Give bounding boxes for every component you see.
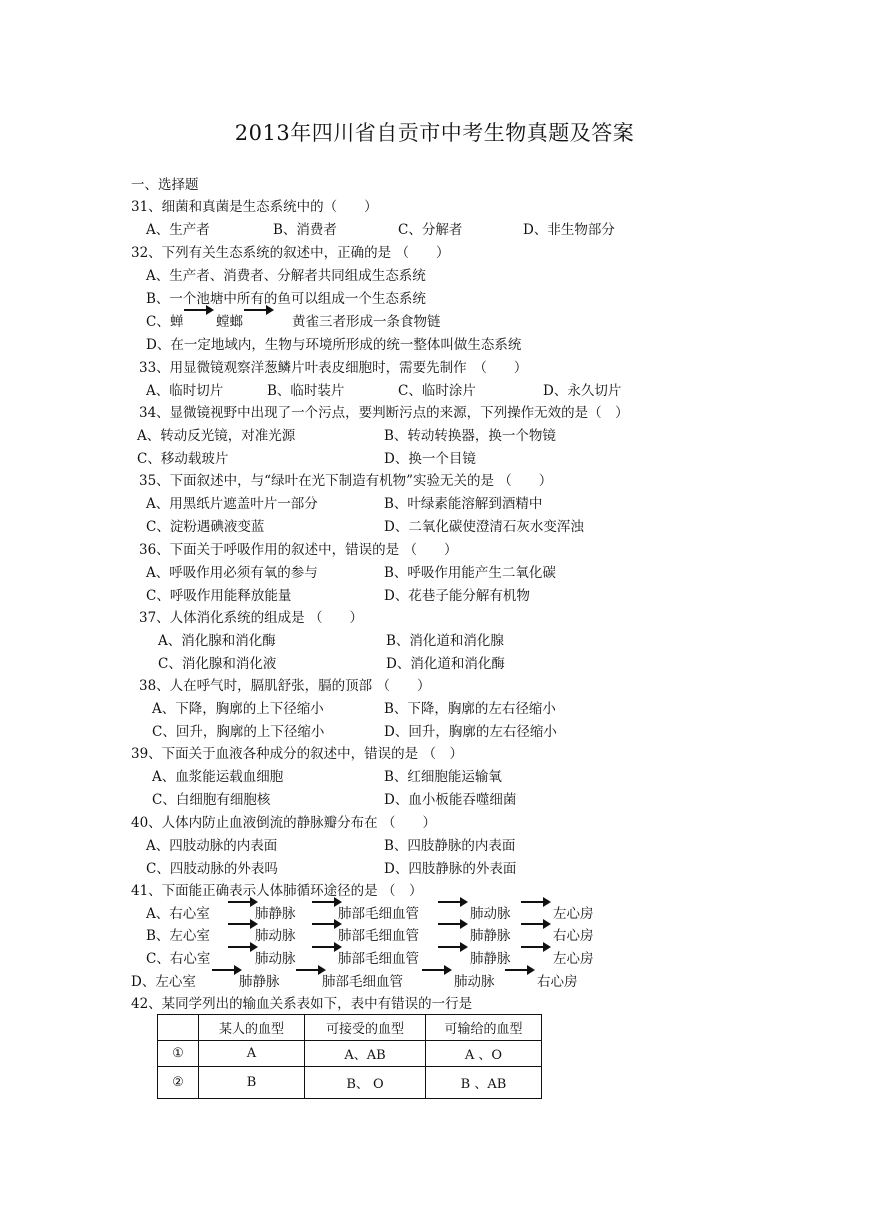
arrow-icon — [212, 965, 242, 975]
q38-option-b: B、下降，胸廓的左右径缩小 — [384, 701, 556, 717]
q35-option-c: C、淀粉遇碘液变蓝 — [146, 519, 265, 535]
arrow-icon — [244, 305, 274, 315]
q40-stem: 40、人体内防止血液倒流的静脉瓣分布在 （ ） — [131, 815, 436, 831]
q37-option-a: A、消化腺和消化酶 — [158, 633, 276, 649]
table-header-cell: 某人的血型 — [199, 1015, 305, 1041]
q31-option-d: D、非生物部分 — [523, 222, 615, 238]
blood-type-table — [157, 1014, 542, 1099]
arrow-icon — [505, 965, 535, 975]
q37-stem: 37、人体消化系统的组成是 （ ） — [139, 610, 363, 626]
q34-option-b: B、转动转换器，换一个物镜 — [384, 428, 556, 444]
q41-c-node-4: 肺静脉 — [470, 951, 511, 967]
table-header-cell — [158, 1015, 199, 1041]
q33-option-a: A、临时切片 — [146, 383, 224, 399]
table-cell: B、 O — [305, 1067, 426, 1099]
q33-option-d: D、永久切片 — [543, 383, 622, 399]
arrow-icon — [521, 897, 551, 907]
q38-option-a: A、下降，胸廓的上下径缩小 — [152, 701, 324, 717]
q41-a-node-4: 肺动脉 — [470, 906, 511, 922]
q41-d-node-2: 肺静脉 — [239, 974, 280, 990]
arrow-icon — [228, 919, 258, 929]
q41-c-node-3: 肺部毛细血管 — [338, 951, 419, 967]
arrow-icon — [422, 965, 452, 975]
q38-option-d: D、回升，胸廓的左右径缩小 — [384, 724, 557, 740]
table-row — [158, 1041, 542, 1067]
q41-d-node-3: 肺部毛细血管 — [322, 974, 403, 990]
q40-option-d: D、四肢静脉的外表面 — [384, 861, 517, 877]
q35-option-b: B、叶绿素能溶解到酒精中 — [384, 496, 543, 512]
section-heading: 一、选择题 — [131, 177, 199, 193]
q36-option-a: A、呼吸作用必须有氧的参与 — [146, 565, 318, 581]
table-cell: ② — [158, 1067, 199, 1099]
q41-b-node-3: 肺部毛细血管 — [338, 928, 419, 944]
q32-option-d: D、在一定地域内，生物与环境所形成的统一整体叫做生态系统 — [146, 337, 522, 353]
q32-option-a: A、生产者、消费者、分解者共同组成生态系统 — [146, 268, 426, 284]
q33-option-c: C、临时涂片 — [398, 383, 476, 399]
q41-a-node-3: 肺部毛细血管 — [338, 906, 419, 922]
q33-stem: 33、用显微镜观察洋葱鳞片叶表皮细胞时，需要先制作 （ ） — [139, 360, 528, 376]
table-cell: A 、O — [426, 1041, 542, 1067]
q39-option-b: B、红细胞能运输氧 — [384, 769, 502, 785]
table-cell: ① — [158, 1041, 199, 1067]
table-cell: B — [199, 1067, 305, 1099]
q36-option-b: B、呼吸作用能产生二氧化碳 — [384, 565, 556, 581]
q32-option-c-part2: 螳螂 — [216, 314, 243, 330]
q37-option-c: C、消化腺和消化液 — [158, 656, 277, 672]
page-title: 2013年四川省自贡市中考生物真题及答案 — [234, 121, 635, 145]
q35-stem: 35、下面叙述中，与“绿叶在光下制造有机物”实验无关的是 （ ） — [139, 473, 553, 489]
q40-option-a: A、四肢动脉的内表面 — [146, 838, 278, 854]
q39-option-d: D、血小板能吞噬细菌 — [384, 792, 517, 808]
q31-option-b: B、消费者 — [273, 222, 337, 238]
table-cell: B 、AB — [426, 1067, 542, 1099]
q35-option-a: A、用黑纸片遮盖叶片一部分 — [146, 496, 318, 512]
q40-option-b: B、四肢静脉的内表面 — [384, 838, 516, 854]
arrow-icon — [521, 919, 551, 929]
q41-b-node-2: 肺动脉 — [255, 928, 296, 944]
table-cell: A、AB — [305, 1041, 426, 1067]
arrow-icon — [184, 305, 214, 315]
table-row — [158, 1067, 542, 1099]
q35-option-d: D、二氧化碳使澄清石灰水变浑浊 — [384, 519, 584, 535]
q41-c-node-5: 左心房 — [553, 951, 594, 967]
q31-option-c: C、分解者 — [398, 222, 463, 238]
q34-stem: 34、显微镜视野中出现了一个污点，要判断污点的来源，下列操作无效的是（ ） — [139, 405, 629, 421]
q36-option-c: C、呼吸作用能释放能量 — [146, 588, 292, 604]
q41-b-node-5: 右心房 — [553, 928, 594, 944]
q38-option-c: C、回升，胸廓的上下径缩小 — [152, 724, 325, 740]
q41-stem: 41、下面能正确表示人体肺循环途径的是 （ ） — [131, 883, 423, 899]
q39-option-a: A、血浆能运载血细胞 — [152, 769, 284, 785]
q32-option-b: B、一个池塘中所有的鱼可以组成一个生态系统 — [146, 291, 426, 307]
q41-a-node-1: A、右心室 — [146, 906, 210, 922]
q41-d-node-4: 肺动脉 — [454, 974, 495, 990]
q31-stem: 31、细菌和真菌是生态系统中的（ ） — [131, 199, 378, 215]
arrow-icon — [521, 942, 551, 952]
q37-option-b: B、消化道和消化腺 — [386, 633, 504, 649]
arrow-icon — [438, 897, 468, 907]
q41-c-node-2: 肺动脉 — [255, 951, 296, 967]
q41-d-node-5: 右心房 — [537, 974, 578, 990]
arrow-icon — [228, 942, 258, 952]
q38-stem: 38、人在呼气时，膈肌舒张，膈的顶部 （ ） — [139, 678, 431, 694]
q37-option-d: D、消化道和消化酶 — [386, 656, 505, 672]
q39-option-c: C、白细胞有细胞核 — [152, 792, 271, 808]
q42-stem: 42、某同学列出的输血关系表如下，表中有错误的一行是 — [131, 996, 473, 1012]
arrow-icon — [438, 942, 468, 952]
q31-option-a: A、生产者 — [146, 222, 210, 238]
arrow-icon — [228, 897, 258, 907]
q36-stem: 36、下面关于呼吸作用的叙述中，错误的是 （ ） — [139, 542, 458, 558]
table-header-row — [158, 1015, 542, 1041]
q36-option-d: D、花巷子能分解有机物 — [384, 588, 530, 604]
q32-option-c-part1: C、蝉 — [146, 314, 184, 330]
q39-stem: 39、下面关于血液各种成分的叙述中，错误的是 （ ） — [131, 746, 463, 762]
table-cell: A — [199, 1041, 305, 1067]
q34-option-c: C、移动载玻片 — [137, 451, 229, 467]
q34-option-a: A、转动反光镜，对准光源 — [137, 428, 296, 444]
q41-a-node-5: 左心房 — [553, 906, 594, 922]
q41-d-node-1: D、左心室 — [131, 974, 196, 990]
q40-option-c: C、四肢动脉的外表吗 — [146, 861, 278, 877]
q41-a-node-2: 肺静脉 — [255, 906, 296, 922]
q32-option-c-part3: 黄雀三者形成一条食物链 — [292, 314, 441, 330]
q33-option-b: B、临时装片 — [267, 383, 345, 399]
q32-stem: 32、下列有关生态系统的叙述中，正确的是 （ ） — [131, 245, 450, 261]
q34-option-d: D、换一个目镜 — [384, 451, 476, 467]
q41-b-node-4: 肺静脉 — [470, 928, 511, 944]
q41-c-node-1: C、右心室 — [146, 951, 211, 967]
q41-b-node-1: B、左心室 — [146, 928, 210, 944]
table-header-cell: 可输给的血型 — [426, 1015, 542, 1041]
table-header-cell: 可接受的血型 — [305, 1015, 426, 1041]
arrow-icon — [438, 919, 468, 929]
